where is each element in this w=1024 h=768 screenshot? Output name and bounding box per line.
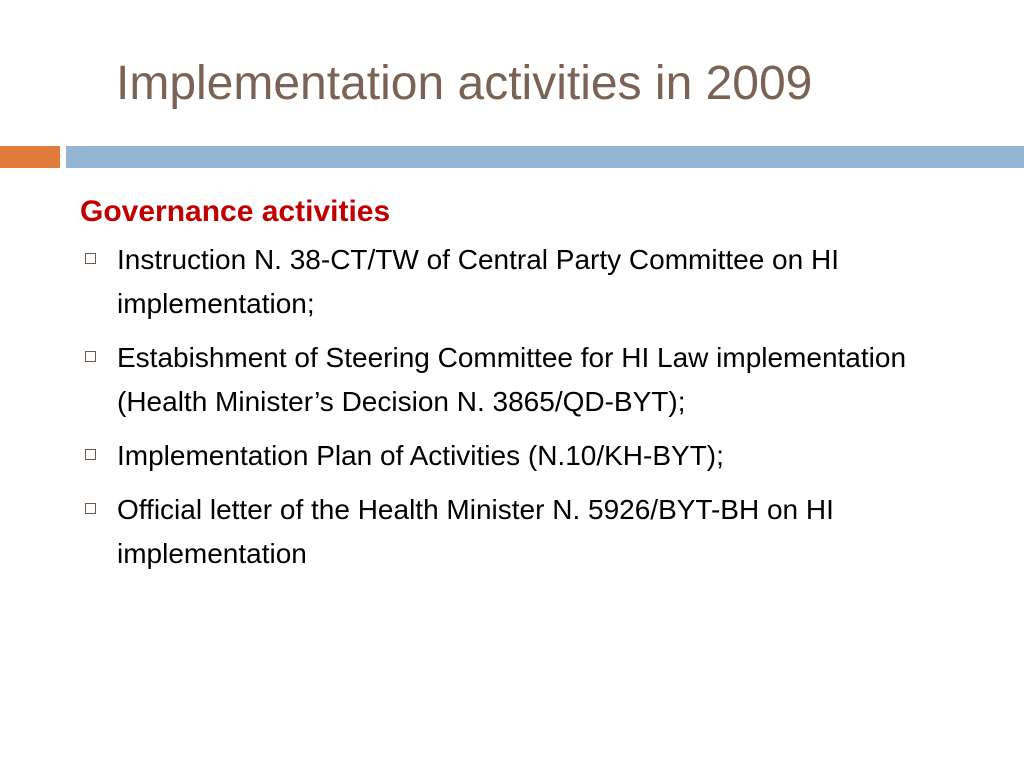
- square-bullet-icon: [85, 351, 96, 362]
- slide-title: Implementation activities in 2009: [116, 57, 813, 110]
- square-bullet-icon: [85, 449, 96, 460]
- bullet-item: [80, 336, 980, 424]
- bullet-list: [80, 238, 980, 576]
- bullet-item: [80, 488, 980, 576]
- bullet-text: Instruction N. 38-CT/TW of Central Party Committee on HI implementation;: [117, 244, 839, 319]
- bullet-item: [80, 434, 980, 478]
- bullet-text: Official letter of the Health Minister N. 5926/BYT-BH on HI implementation: [117, 494, 834, 569]
- accent-bar-orange: [0, 146, 60, 168]
- accent-bar-blue: [66, 146, 1024, 168]
- slide-content: [80, 190, 980, 586]
- square-bullet-icon: [85, 253, 96, 264]
- square-bullet-icon: [85, 503, 96, 514]
- bullet-text: Implementation Plan of Activities (N.10/KH-BYT);: [117, 440, 724, 471]
- bullet-text: Estabishment of Steering Committee for HI Law implementation (Health Minister’s Decision N. 3865/QD-BYT);: [117, 342, 907, 417]
- bullet-item: [80, 238, 980, 326]
- section-heading: Governance activities: [80, 195, 391, 228]
